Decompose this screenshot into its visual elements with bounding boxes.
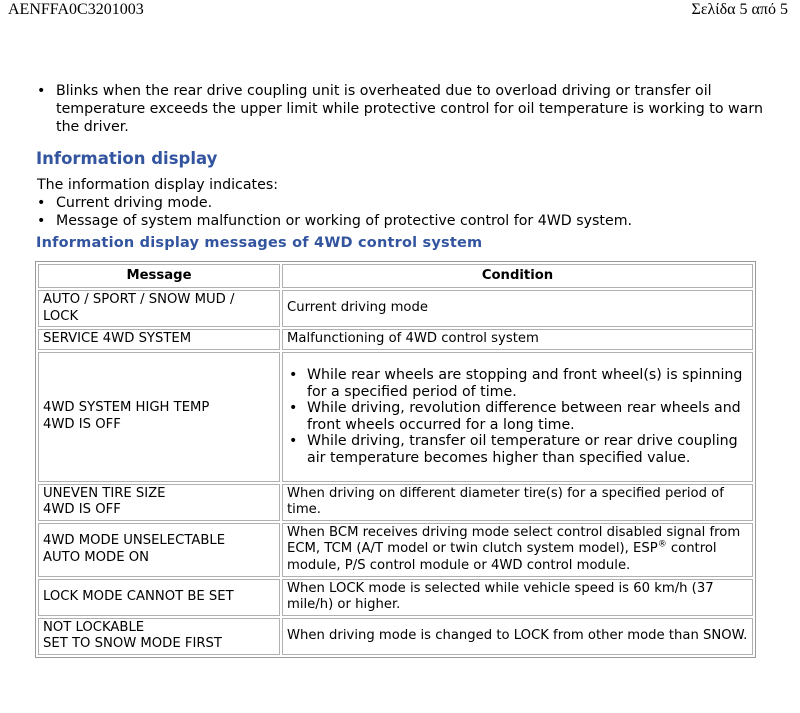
condition-cell: When driving mode is changed to LOCK from other mode than SNOW.	[282, 618, 753, 655]
table-row	[38, 329, 753, 350]
section-heading: Information display	[36, 149, 218, 168]
list-item-text: Current driving mode.	[56, 195, 213, 211]
document-code: AENFFA0C3201003	[8, 1, 144, 18]
message-cell	[38, 352, 280, 482]
top-bullet-text: Blinks when the rear drive coupling unit is overheated due to overload driving or transfer oil temperature exceeds the upper limit while protective control for oil temperature is working to warn the driver.	[56, 83, 763, 135]
condition-cell: When driving on different diameter tire(s) for a specified period of time.	[282, 484, 753, 521]
table-title: Information display messages of 4WD control system	[36, 235, 483, 251]
message-line: UNEVEN TIRE SIZE	[43, 485, 166, 501]
table-row	[38, 523, 753, 577]
table-header-row	[38, 264, 753, 288]
messages-table	[35, 261, 756, 658]
info-display-intro	[37, 176, 767, 230]
list-item	[37, 212, 767, 230]
table-row	[38, 618, 753, 655]
message-line: 4WD IS OFF	[43, 416, 121, 432]
message-line: 4WD SYSTEM HIGH TEMP	[43, 400, 210, 415]
message-line: SET TO SNOW MODE FIRST	[43, 636, 222, 651]
top-bullet	[37, 82, 767, 136]
column-header-condition: Condition	[282, 264, 753, 288]
condition-cell: Current driving mode	[282, 290, 753, 327]
intro-text: The information display indicates:	[37, 177, 279, 193]
message-cell: LOCK MODE CANNOT BE SET	[38, 579, 280, 616]
list-item	[37, 194, 767, 212]
registered-mark: ®	[657, 539, 667, 550]
page-number: Σελίδα 5 από 5	[691, 1, 788, 18]
condition-bullet	[289, 433, 748, 466]
table-row	[38, 484, 753, 521]
bullet-dot: •	[37, 83, 46, 99]
bullet-dot: •	[37, 195, 46, 211]
table-row	[38, 352, 753, 482]
condition-bullet-text: While driving, revolution difference between rear wheels and front wheels occurred for a long time.	[307, 400, 741, 433]
table-row	[38, 290, 753, 327]
message-cell: SERVICE 4WD SYSTEM	[38, 329, 280, 350]
bullet-dot: •	[37, 213, 46, 229]
message-cell	[38, 484, 280, 521]
bullet-dot: •	[289, 400, 298, 416]
message-line: NOT LOCKABLE	[43, 619, 145, 635]
message-cell	[38, 618, 280, 655]
bullet-dot: •	[289, 433, 298, 449]
condition-cell: When LOCK mode is selected while vehicle speed is 60 km/h (37 mile/h) or higher.	[282, 579, 753, 616]
message-cell	[38, 523, 280, 577]
condition-cell	[282, 352, 753, 482]
condition-bullet-text: While rear wheels are stopping and front wheel(s) is spinning for a specified period of time.	[307, 367, 743, 400]
message-line: 4WD MODE UNSELECTABLE	[43, 533, 226, 548]
condition-bullet	[289, 400, 748, 433]
condition-bullet	[289, 367, 748, 400]
table-row	[38, 579, 753, 616]
column-header-message: Message	[38, 264, 280, 288]
list-item-text: Message of system malfunction or working of protective control for 4WD system.	[56, 213, 633, 229]
message-line: AUTO / SPORT / SNOW MUD /	[43, 292, 235, 307]
message-line: 4WD IS OFF	[43, 502, 121, 517]
condition-cell: Malfunctioning of 4WD control system	[282, 329, 753, 350]
condition-cell	[282, 523, 753, 577]
condition-text: control module, P/S control module or 4WD control module.	[287, 541, 717, 573]
bullet-dot: •	[289, 367, 298, 383]
message-line: AUTO MODE ON	[43, 549, 149, 565]
message-line: LOCK	[43, 308, 79, 324]
message-cell	[38, 290, 280, 327]
condition-bullet-text: While driving, transfer oil temperature or rear drive coupling air temperature becomes higher than specified value.	[307, 433, 738, 466]
condition-text: When BCM receives driving mode select control disabled signal from ECM, TCM (A/T model or twin clutch system model), ESP	[287, 524, 741, 557]
